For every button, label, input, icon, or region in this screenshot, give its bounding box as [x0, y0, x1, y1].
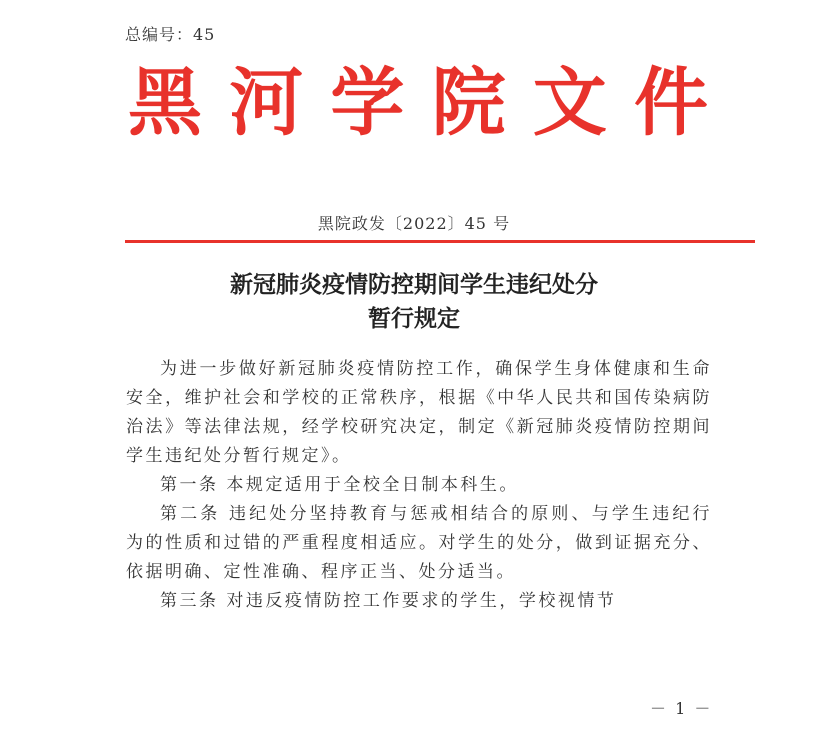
document-title: [0, 268, 828, 336]
masthead-char: 院: [431, 60, 506, 146]
masthead-char: 件: [633, 60, 708, 146]
article-1-paragraph: 第一条 本规定适用于全校全日制本科生。: [160, 475, 519, 495]
document-body: [126, 355, 712, 616]
masthead-char: 河: [229, 60, 304, 146]
article-2-paragraph: 第二条 违纪处分坚持教育与惩戒相结合的原则、与学生违纪行为的性质和过错的严重程度相适应。对学生的处分，做到证据充分、依据明确、定性准确、程序正当、处分适当。: [126, 504, 712, 582]
masthead-char: 文: [532, 60, 607, 146]
masthead-char: 黑: [128, 60, 202, 146]
page-number: － 1 －: [650, 699, 713, 718]
article-3-paragraph: 第三条 对违反疫情防控工作要求的学生，学校视情节: [160, 591, 617, 611]
masthead-title: [128, 58, 708, 148]
title-line-1: 新冠肺炎疫情防控期间学生违纪处分: [230, 271, 598, 298]
masthead-char: 学: [330, 60, 405, 146]
document-serial-number: 总编号：45: [125, 25, 216, 44]
preamble-paragraph: 为进一步做好新冠肺炎疫情防控工作，确保学生身体健康和生命安全，维护社会和学校的正常秩序，根据《中华人民共和国传染病防治法》等法律法规，经学校研究决定，制定《新冠肺炎疫情防控期间学生违纪处分暂行规定》。: [126, 359, 712, 466]
red-separator-rule: [125, 240, 755, 243]
issue-reference-number: 黑院政发〔2022〕45 号: [317, 214, 511, 233]
title-line-2: 暂行规定: [368, 305, 460, 332]
